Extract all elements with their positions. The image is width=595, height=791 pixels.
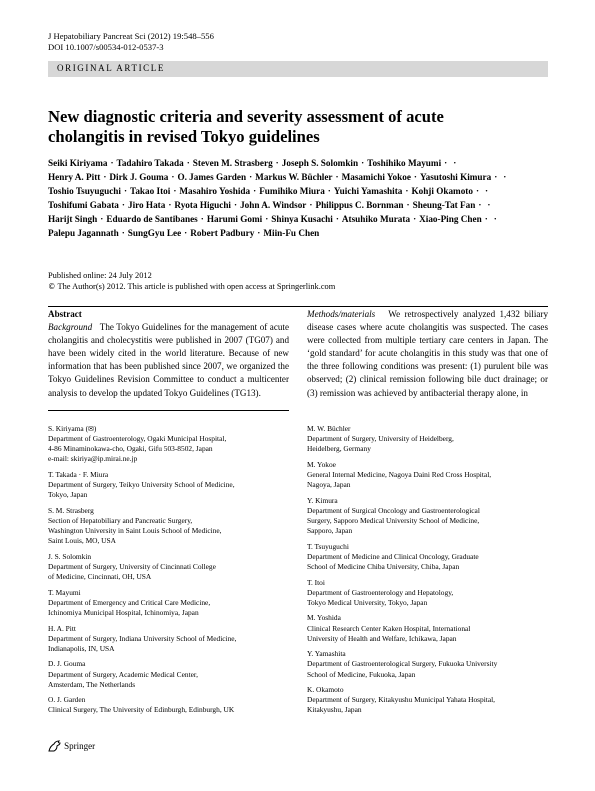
- author-separator: ·: [406, 199, 410, 210]
- affiliation-line: Department of Surgery, Academic Medical Center,: [48, 669, 198, 679]
- published-date: Published online: 24 July 2012: [48, 271, 152, 280]
- author-separator: ·: [453, 158, 457, 168]
- affiliation: [307, 460, 557, 490]
- affiliation-author-name: M. Yokoe: [307, 459, 336, 469]
- affiliation-line: Clinical Surgery, The University of Edinburgh, Edinburgh, UK: [48, 705, 235, 715]
- affiliation: [307, 424, 557, 454]
- affiliation-line: Clinical Research Center Kaken Hospital, International: [307, 623, 471, 633]
- affiliation: [48, 695, 306, 715]
- author-name: Harijt Singh: [48, 213, 98, 224]
- affiliation-line: Department of Surgery, University of Heidelberg,: [307, 434, 454, 444]
- author-separator: ·: [275, 158, 279, 168]
- affiliation-author: [48, 695, 306, 705]
- copyright-text: The Author(s) 2012. This article is published with open access at Springerlink.com: [57, 282, 336, 291]
- author-separator: ·: [413, 213, 417, 224]
- affiliation-author: [307, 613, 557, 623]
- author-name: Fumihiko Miura: [259, 185, 325, 196]
- journal-reference: J Hepatobiliary Pancreat Sci (2012) 19:548–556: [48, 31, 214, 41]
- author-separator: ·: [335, 171, 339, 182]
- doi: DOI 10.1007/s00534-012-0537-3: [48, 42, 164, 52]
- author-separator: ·: [121, 227, 125, 238]
- author-name: Yasutoshi Kimura: [420, 171, 492, 182]
- journal-citation: [48, 31, 214, 53]
- affiliation: [307, 542, 557, 572]
- author-name: O. James Garden: [177, 171, 247, 182]
- affiliation-line: Department of Surgery, Kitakyushu Municipal Yahata Hospital,: [307, 695, 496, 705]
- author-name: Eduardo de Santibanes: [106, 213, 198, 224]
- affiliation-author: [307, 542, 557, 552]
- affiliation: [307, 496, 557, 536]
- envelope-icon: ✉: [88, 425, 94, 433]
- author-name: Miin-Fu Chen: [263, 227, 320, 238]
- affiliation: [48, 659, 306, 689]
- author-name: Palepu Jagannath: [48, 227, 119, 238]
- author-separator: ·: [503, 171, 507, 182]
- author-separator: ·: [171, 171, 175, 182]
- affiliation-line: Tokyo Medical University, Tokyo, Japan: [307, 597, 428, 607]
- affiliation-author-name: Y. Yamashita: [307, 649, 346, 659]
- affiliation-author-name: D. J. Gouma: [48, 659, 86, 669]
- author-line: [48, 171, 548, 185]
- author-separator: ·: [186, 158, 190, 168]
- author-separator: ·: [103, 171, 107, 182]
- author-name: Yuichi Yamashita: [333, 185, 403, 196]
- abstract-left-column: [48, 281, 289, 400]
- affiliation-author: S. Kiriyama (✉): [48, 424, 97, 433]
- author-separator: ·: [493, 213, 497, 224]
- author-name: Masamichi Yokoe: [341, 171, 411, 182]
- author-separator: ·: [100, 213, 104, 224]
- author-separator: ·: [327, 185, 331, 196]
- affiliation-author-name: K. Okamoto: [307, 685, 344, 695]
- affiliation-author-name: J. S. Solomkin: [48, 551, 92, 561]
- abstract-heading: Abstract: [48, 309, 82, 319]
- author-separator: ·: [494, 171, 498, 182]
- author-separator: ·: [233, 199, 238, 210]
- affiliation: [307, 649, 557, 679]
- affiliation-line: Kitakyushu, Japan: [307, 705, 362, 715]
- author-name: Sheung-Tat Fan: [412, 199, 476, 210]
- affiliation-author: [307, 496, 557, 506]
- affiliation-line: Surgery, Sapporo Medical University School of Medicine,: [307, 515, 480, 525]
- affiliation-author-name: S. M. Strasberg: [48, 505, 94, 515]
- affiliation-line: Tokyo, Japan: [48, 490, 88, 500]
- author-name: Toshihiko Mayumi: [367, 158, 442, 168]
- affiliation-author-name: T. Tsuyuguchi: [307, 541, 349, 551]
- affiliation-author: [48, 659, 306, 669]
- author-separator: ·: [173, 185, 177, 196]
- affiliation-author: [307, 685, 557, 695]
- author-separator: ·: [110, 158, 114, 168]
- affiliation-line: School of Medicine Chiba University, Chiba, Japan: [307, 561, 460, 571]
- affiliation-author-name: M. W. Büchler: [307, 424, 351, 433]
- author-name: Atsuhiko Murata: [341, 213, 411, 224]
- springer-horse-icon: [48, 740, 62, 752]
- affiliation-rule: [48, 410, 289, 411]
- methods-text: We retrospectively analyzed 1,432 biliary disease cases where acute cholangitis was suspected. The cases were collected from multiple tertiary care centers in Japan. The ‘gold standard’ for acute cholangitis in this study was that one of the three following conditions was present: (1) purulent bile was observed; (2) clinical remission following bile duct drainage; or (3) remission was achieved by antibacterial therapy alone, in: [307, 309, 548, 398]
- affiliation-line: University of Health and Welfare, Ichikawa, Japan: [307, 633, 457, 643]
- author-separator: ·: [487, 199, 491, 210]
- affiliation-line: Department of Surgery, Teikyo University School of Medicine,: [48, 480, 235, 490]
- author-name: Philippus C. Bornman: [315, 199, 404, 210]
- section-label: ORIGINAL ARTICLE: [57, 63, 165, 73]
- author-name: Markus W. Büchler: [255, 171, 333, 182]
- affiliation-line: Department of Surgery, University of Cincinnati College: [48, 561, 216, 571]
- author-line: [48, 157, 548, 171]
- publisher-name: Springer: [64, 741, 96, 752]
- affiliation-author-name: T. Itoi: [307, 577, 325, 587]
- author-separator: ·: [123, 185, 128, 196]
- author-name: Ryota Higuchi: [174, 199, 231, 210]
- author-separator: ·: [200, 213, 204, 224]
- author-name: Takao Itoi: [130, 185, 171, 196]
- affiliation: [48, 588, 306, 618]
- abstract-methods: [307, 308, 548, 400]
- author-line: [48, 227, 548, 241]
- affiliation-author: [307, 424, 557, 434]
- affiliation-line: General Internal Medicine, Nagoya Daini Red Cross Hospital,: [307, 469, 492, 479]
- background-label: Background: [48, 322, 93, 333]
- affiliation: [48, 424, 306, 464]
- affiliation-line: Department of Gastroenterology, Ogaki Municipal Hospital,: [48, 434, 227, 444]
- author-name: Jiro Hata: [127, 199, 166, 210]
- affiliation: [48, 506, 306, 546]
- author-list: [48, 157, 548, 240]
- article-title: [48, 107, 548, 147]
- author-name: Robert Padbury: [190, 227, 255, 238]
- affiliation-author-name: T. Mayumi: [48, 587, 81, 597]
- affiliation-line: Section of Hepatobiliary and Pancreatic Surgery,: [48, 515, 193, 525]
- title-line-1: New diagnostic criteria and severity assessment of acute: [48, 107, 444, 126]
- affiliation: [307, 578, 557, 608]
- affiliations-left: [48, 424, 306, 721]
- page-footer: [48, 740, 95, 754]
- author-separator: ·: [405, 185, 409, 196]
- affiliation-author-name: H. A. Pitt: [48, 623, 76, 633]
- author-name: Harumi Gomi: [206, 213, 263, 224]
- author-line: [48, 185, 548, 199]
- affiliation-author: [307, 578, 557, 588]
- affiliation-line: of Medicine, Cincinnati, OH, USA: [48, 572, 152, 581]
- affiliation-line: e-mail: skiriya@ip.mirai.ne.jp: [48, 454, 138, 464]
- author-separator: ·: [249, 171, 253, 182]
- abstract-right-column: [307, 308, 548, 400]
- affiliation-line: Indianapolis, IN, USA: [48, 643, 115, 653]
- author-separator: ·: [478, 199, 482, 210]
- author-separator: ·: [184, 227, 188, 238]
- affiliation-author: [307, 460, 557, 470]
- affiliation-author-name: S. Kiriyama: [48, 424, 84, 433]
- section-label-bar: [48, 61, 548, 77]
- author-line: [48, 199, 548, 213]
- author-separator: ·: [121, 199, 125, 210]
- affiliation-line: Nagoya, Japan: [307, 480, 351, 490]
- affiliation: [307, 613, 557, 643]
- author-name: Joseph S. Solomkin: [281, 158, 359, 168]
- author-separator: ·: [309, 199, 313, 210]
- author-separator: ·: [168, 199, 172, 210]
- affiliation-line: Department of Emergency and Critical Care Medicine,: [48, 597, 211, 607]
- affiliation-line: Department of Surgical Oncology and Gastroenterological: [307, 505, 480, 515]
- affiliation: [48, 552, 306, 582]
- author-separator: ·: [257, 227, 261, 238]
- abstract-background: [48, 321, 289, 400]
- copyright-icon: ©: [48, 282, 56, 291]
- affiliation-author: [48, 588, 306, 598]
- author-separator: ·: [484, 213, 488, 224]
- affiliation-line: Saint Louis, MO, USA: [48, 536, 116, 546]
- author-line: [48, 213, 548, 227]
- affiliation-line: Department of Gastroenterological Surgery, Fukuoka University: [307, 659, 498, 669]
- author-separator: ·: [485, 185, 489, 196]
- author-separator: ·: [444, 158, 448, 168]
- affiliation-author: [307, 649, 557, 659]
- author-name: Toshio Tsuyuguchi: [48, 185, 121, 196]
- author-name: Xiao-Ping Chen: [419, 213, 482, 224]
- author-separator: ·: [265, 213, 269, 224]
- affiliation-line: Washington University in Saint Louis School of Medicine,: [48, 526, 222, 536]
- affiliation: [307, 685, 557, 715]
- background-text: The Tokyo Guidelines for the management of acute cholangitis and cholecystitis were published in 2007 (TG07) and have been widely cited in the world literature. Because of new information that has been published since 2007, we organized the Tokyo Guidelines Revision Committee to conduct a multicenter analysis to develop the updated Tokyo Guidelines (TG13).: [48, 322, 289, 398]
- author-name: Kohji Okamoto: [411, 185, 473, 196]
- affiliation-author: [48, 624, 306, 634]
- affiliation-author-name: O. J. Garden: [48, 695, 86, 705]
- affiliation-line: Heidelberg, Germany: [307, 444, 371, 454]
- author-name: Henry A. Pitt: [48, 171, 101, 182]
- author-name: Masahiro Yoshida: [179, 185, 251, 196]
- affiliation-line: Ichinomiya Municipal Hospital, Ichinomiya, Japan: [48, 607, 199, 617]
- title-line-2: cholangitis in revised Tokyo guidelines: [48, 127, 320, 146]
- author-name: Dirk J. Gouma: [109, 171, 169, 182]
- affiliation-author: [48, 470, 306, 480]
- author-name: Toshifumi Gabata: [48, 199, 119, 210]
- affiliation-author-name: T. Takada · F. Miura: [48, 469, 109, 479]
- affiliation-line: Department of Medicine and Clinical Oncology, Graduate: [307, 551, 479, 561]
- affiliation-author-name: M. Yoshida: [307, 613, 341, 623]
- affiliation-line: Department of Gastroenterology and Hepatology,: [307, 587, 454, 597]
- affiliation: [48, 470, 306, 500]
- author-separator: ·: [413, 171, 417, 182]
- methods-label: Methods/materials: [307, 309, 376, 319]
- author-name: Steven M. Strasberg: [192, 158, 273, 168]
- affiliation-author: [48, 506, 306, 516]
- affiliation: [48, 624, 306, 654]
- author-separator: ·: [361, 158, 365, 168]
- affiliation-author: [48, 552, 306, 562]
- author-name: John A. Windsor: [240, 199, 307, 210]
- affiliations-right: [307, 424, 557, 721]
- author-separator: ·: [475, 185, 480, 196]
- affiliation-line: 4-86 Minaminokawa-cho, Ogaki, Gifu 503-8502, Japan: [48, 444, 213, 454]
- author-name: Tadahiro Takada: [116, 158, 184, 168]
- author-separator: ·: [335, 213, 339, 224]
- affiliation-line: Department of Surgery, Indiana University School of Medicine,: [48, 633, 237, 643]
- affiliation-author-name: Y. Kimura: [307, 495, 338, 505]
- author-name: SungGyu Lee: [127, 227, 182, 238]
- author-separator: ·: [253, 185, 257, 196]
- affiliation-line: School of Medicine, Fukuoka, Japan: [307, 669, 416, 679]
- author-name: Shinya Kusachi: [271, 213, 333, 224]
- affiliation-line: Sapporo, Japan: [307, 526, 353, 536]
- affiliation-line: Amsterdam, The Netherlands: [48, 679, 136, 689]
- author-name: Seiki Kiriyama: [48, 158, 108, 168]
